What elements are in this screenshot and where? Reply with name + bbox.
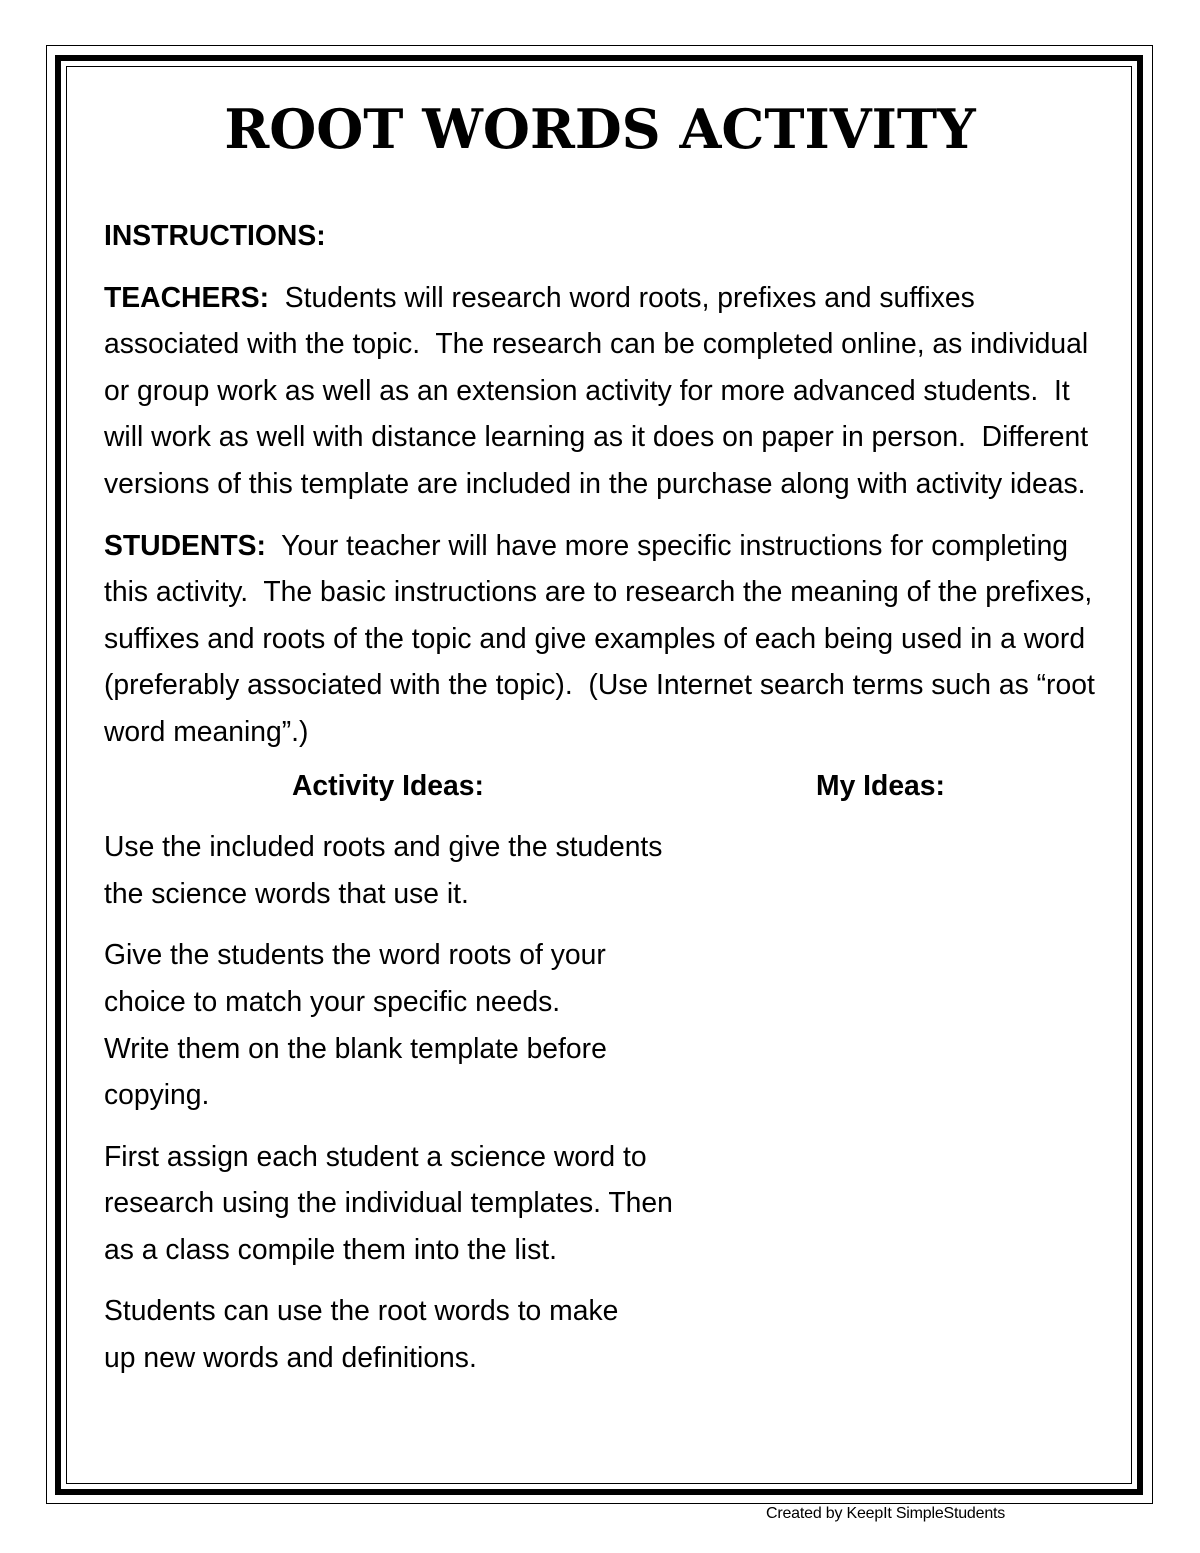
teachers-label: TEACHERS:	[104, 280, 270, 313]
students-label: STUDENTS:	[104, 528, 266, 561]
page-title: ROOT WORDS ACTIVITY	[224, 97, 976, 161]
students-text: Your teacher will have more specific instructions for completing this activity. The basic instructions are to research the meaning of the prefixes, suffixes and roots of the topic and give examples of each being used in a word (preferably associated with the topic). (Use Internet search terms such as “root word meaning”.)	[104, 528, 1103, 747]
activity-idea: First assign each student a science word to research using the individual templates. Then as a class compile them into the list.	[104, 1139, 673, 1265]
activity-ideas-heading: Activity Ideas:	[292, 768, 484, 801]
teachers-paragraph	[104, 274, 1114, 507]
activity-idea: Students can use the root words to make up new words and definitions.	[104, 1294, 619, 1374]
activity-idea: Use the included roots and give the students the science words that use it.	[104, 830, 663, 909]
column-headers	[104, 762, 1114, 809]
activity-idea: Give the students the word roots of your choice to match your specific needs. Write them on the blank template before copying.	[104, 938, 607, 1111]
my-ideas-heading: My Ideas:	[816, 768, 945, 801]
instructions-heading: INSTRUCTIONS:	[104, 219, 326, 251]
content-body	[104, 212, 1114, 1396]
activity-ideas-list	[104, 823, 704, 1381]
teachers-text: Students will research word roots, prefixes and suffixes associated with the topic. The research can be completed online, as individual or group work as well as an extension activity for more advanced students. It will work as well with distance learning as it does on paper in person. Different versions of this template are included in the purchase along with activity ideas.	[104, 280, 1097, 499]
students-paragraph	[104, 522, 1114, 755]
footer-credit: Created by KeepIt SimpleStudents	[766, 1505, 1006, 1522]
